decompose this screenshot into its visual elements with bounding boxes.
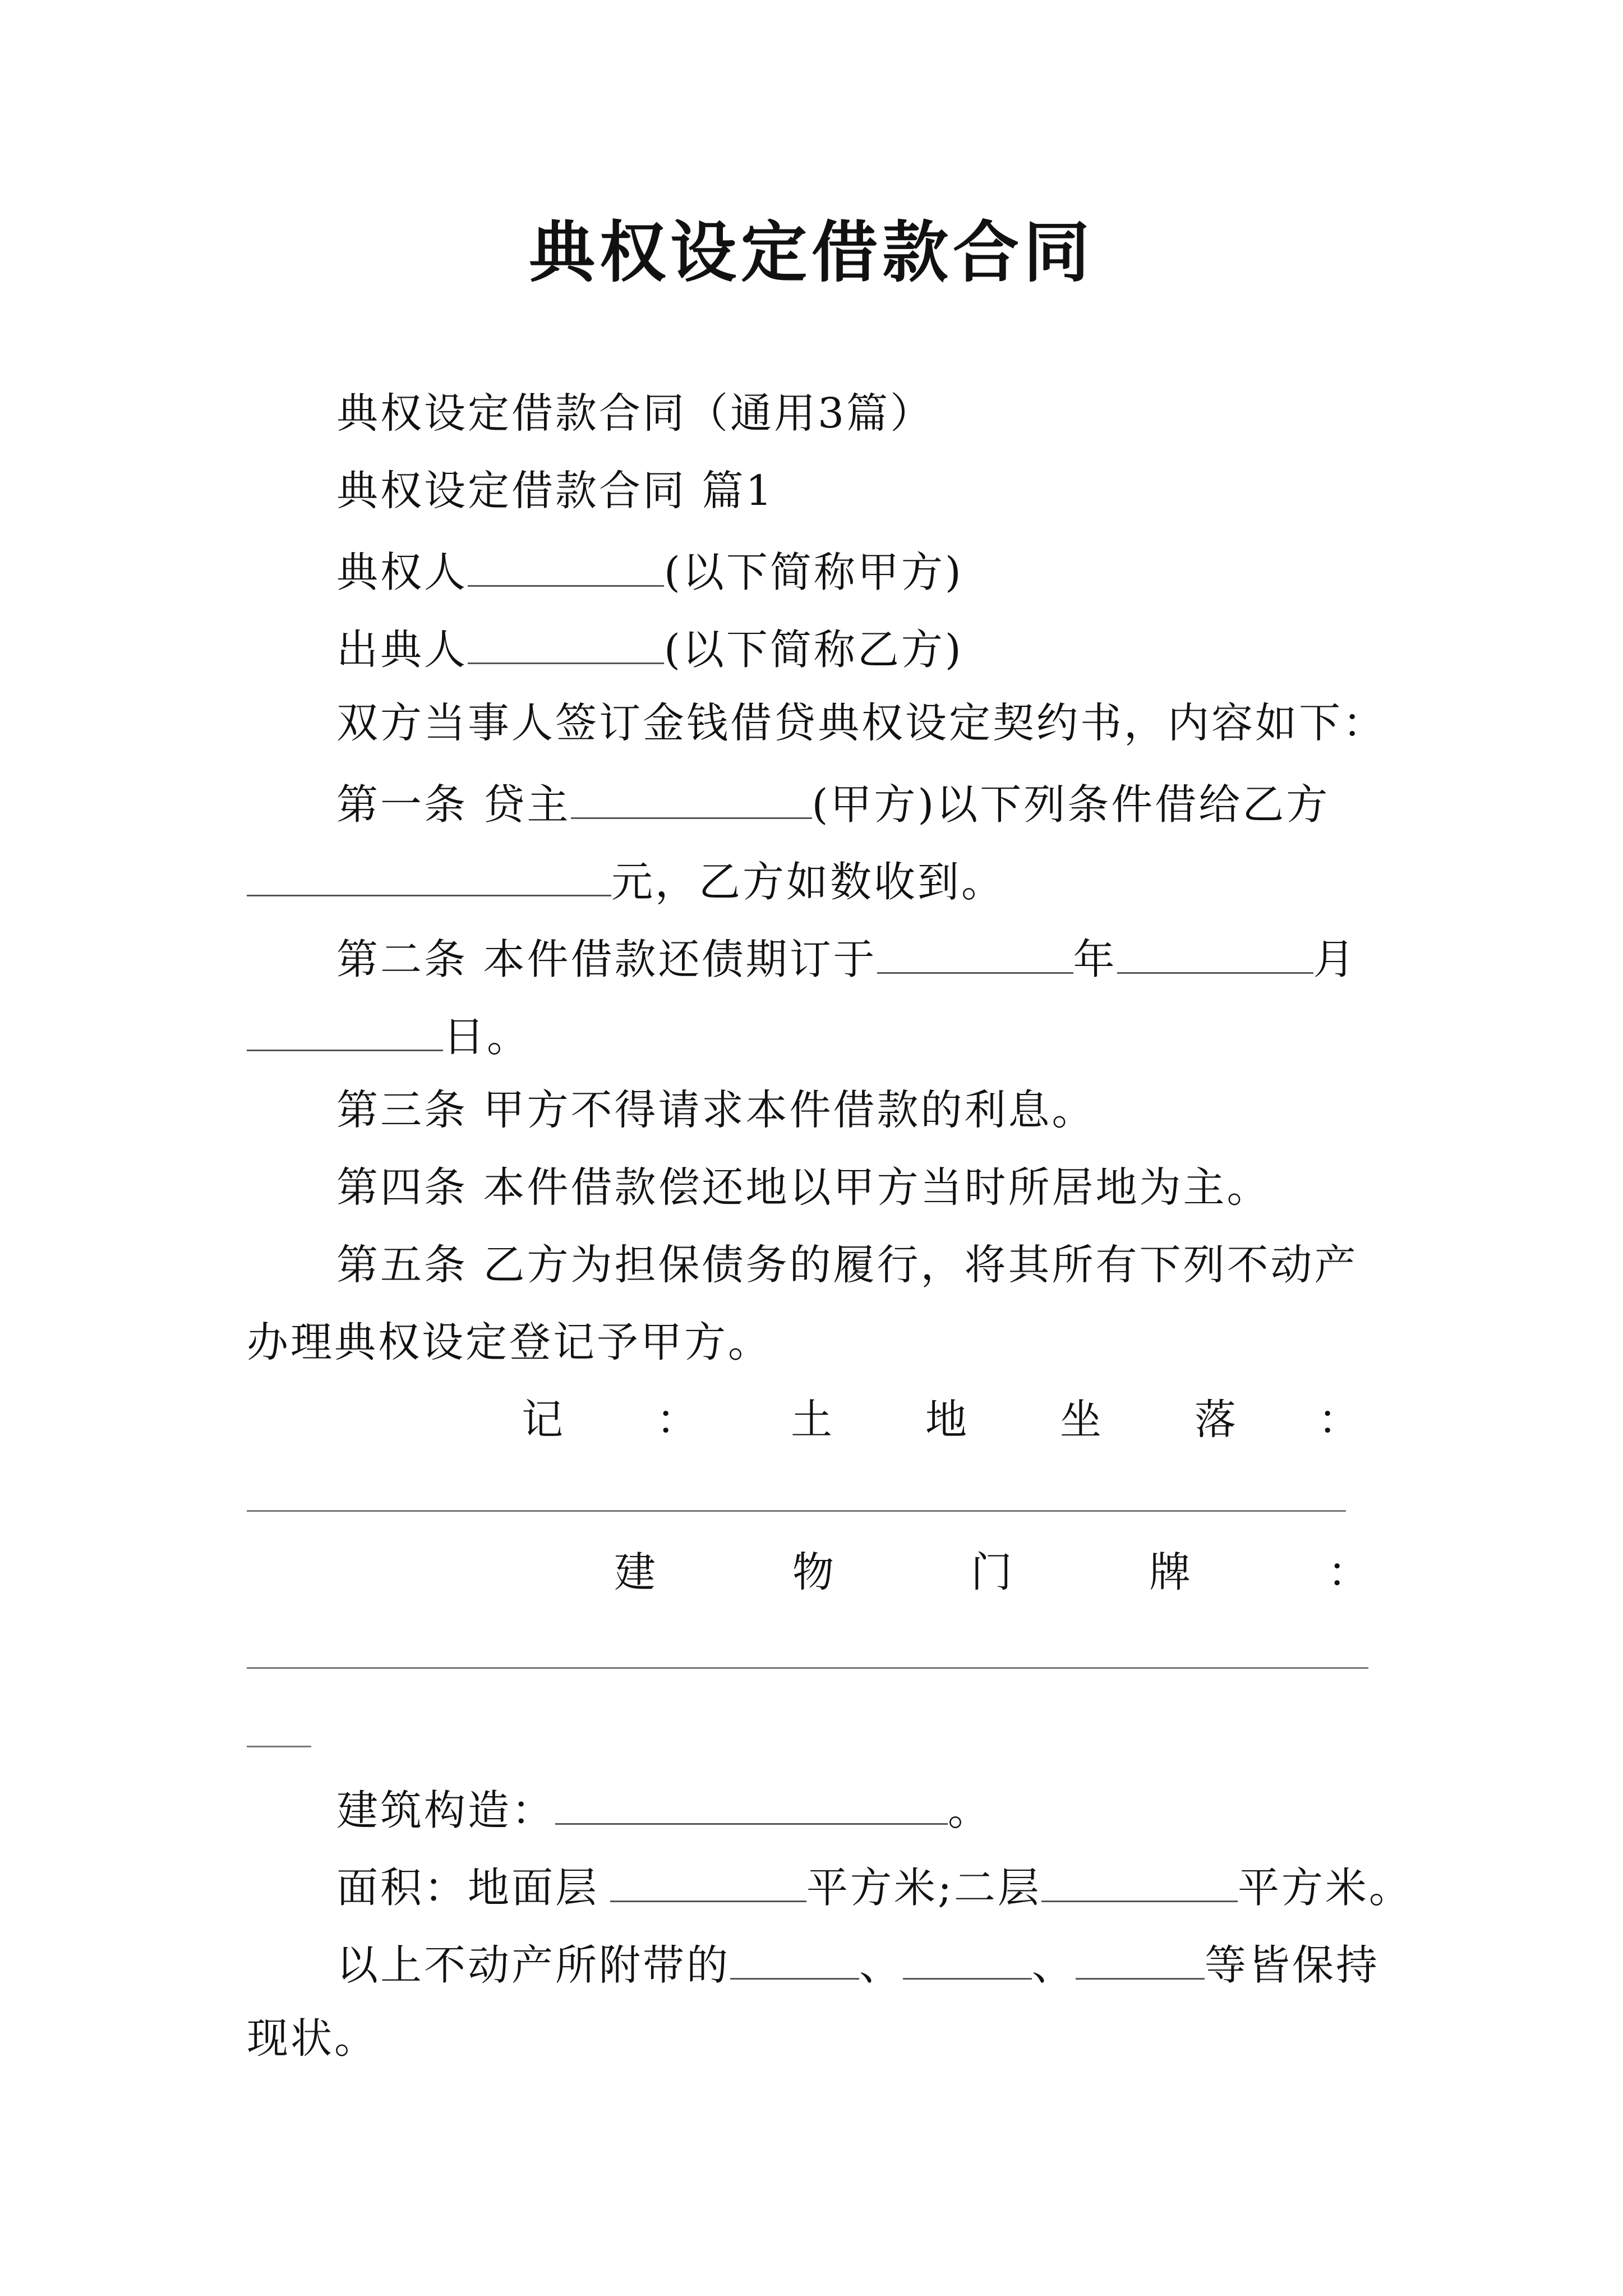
article-2-day: 日。 <box>443 1013 531 1061</box>
line-article-5: 第五条 乙方为担保债务的履行，将其所有下列不动产 <box>336 1241 1358 1289</box>
line-status: 现状。 <box>247 2014 378 2063</box>
attachments-text-2: 等皆保持 <box>1205 1941 1380 1990</box>
line-party-a <box>336 547 963 597</box>
line-article-2-cont <box>247 1012 531 1061</box>
land-char-7: ： <box>1318 1396 1362 1444</box>
area-text-3: 平方米。 <box>1237 1864 1413 1912</box>
building-char-1: 建 <box>614 1548 658 1596</box>
area-label: 面积：地面层 <box>336 1864 599 1912</box>
article-2-year: 年 <box>1073 935 1117 984</box>
blank-field <box>468 547 664 587</box>
line-structure <box>336 1786 992 1835</box>
article-1-text-2: (甲方)以下列条件借给乙方 <box>811 780 1330 829</box>
blank-rule <box>247 1510 1346 1512</box>
structure-label: 建筑构造： <box>336 1786 555 1835</box>
blank-field <box>468 625 664 664</box>
blank-field <box>555 1786 948 1825</box>
document-title: 典权设定借款合同 <box>528 213 1094 291</box>
blank-field <box>247 1012 443 1051</box>
building-char-3: 门 <box>971 1548 1015 1596</box>
land-char-2: ： <box>656 1396 700 1444</box>
article-2-month: 月 <box>1313 935 1357 984</box>
line-article-5-cont: 办理典权设定登记予甲方。 <box>247 1318 772 1366</box>
blank-rule <box>247 1746 311 1747</box>
building-char-2: 物 <box>792 1548 836 1596</box>
separator-1: 、 <box>859 1941 903 1990</box>
area-text-2: 平方米;二层 <box>806 1864 1041 1912</box>
blank-field <box>877 935 1073 974</box>
land-char-5: 坐 <box>1060 1396 1104 1444</box>
line-article-1-cont <box>247 857 1005 907</box>
party-a-label: 典权人 <box>336 548 468 597</box>
party-b-label: 出典人 <box>336 625 468 674</box>
article-1-text: 第一条 贷主 <box>336 780 571 829</box>
blank-field <box>610 1863 806 1902</box>
line-article-3: 第三条 甲方不得请求本件借款的利息。 <box>336 1086 1096 1134</box>
land-char-4: 地 <box>925 1396 969 1444</box>
blank-field <box>247 857 611 896</box>
line-land-location <box>522 1396 1362 1444</box>
article-2-text: 第二条 本件借款还债期订于 <box>336 935 877 984</box>
land-char-6: 落 <box>1195 1396 1238 1444</box>
separator-2: 、 <box>1032 1941 1076 1990</box>
blank-field <box>903 1940 1032 1980</box>
line-article-2 <box>336 935 1357 984</box>
line-intro: 双方当事人签订金钱借贷典权设定契约书，内容如下： <box>336 699 1386 747</box>
line-article-1 <box>336 780 1330 829</box>
line-subtitle: 典权设定借款合同（通用3篇） <box>336 389 934 438</box>
line-article-4: 第四条 本件借款偿还地以甲方当时所居地为主。 <box>336 1163 1271 1212</box>
land-char-1: 记 <box>522 1396 565 1444</box>
line-section-heading: 典权设定借款合同 篇1 <box>336 467 774 515</box>
party-a-note: (以下简称甲方) <box>664 548 963 597</box>
party-b-note: (以下简称乙方) <box>664 625 963 674</box>
building-char-5: ： <box>1327 1548 1371 1596</box>
blank-rule <box>247 1667 1368 1669</box>
line-party-b <box>336 625 963 674</box>
blank-field <box>730 1940 859 1980</box>
blank-field <box>1117 935 1313 974</box>
attachments-text: 以上不动产所附带的 <box>336 1941 730 1990</box>
line-building-number <box>614 1548 1371 1596</box>
blank-field <box>571 780 812 819</box>
blank-field <box>1041 1863 1238 1902</box>
blank-field <box>1076 1940 1205 1980</box>
line-area <box>336 1863 1413 1912</box>
structure-end: 。 <box>948 1786 992 1835</box>
article-1-text-3: 元，乙方如数收到。 <box>611 858 1005 907</box>
line-attachments <box>336 1940 1380 1990</box>
land-char-3: 土 <box>791 1396 834 1444</box>
building-char-4: 牌 <box>1149 1548 1193 1596</box>
